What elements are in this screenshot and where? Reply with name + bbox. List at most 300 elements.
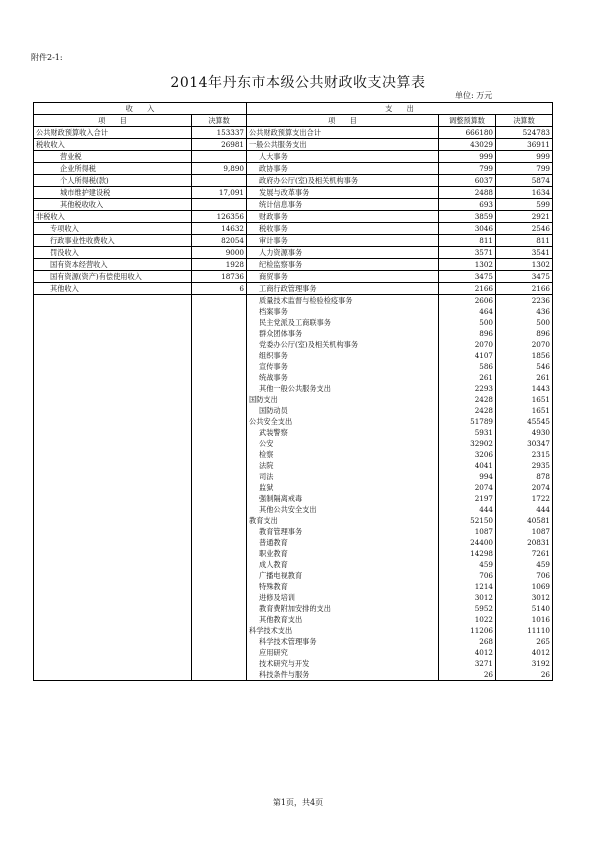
expenditure-item-cell: 审计事务 — [247, 235, 439, 247]
table-row — [34, 350, 553, 361]
income-item-cell — [34, 372, 192, 383]
income-item-cell — [34, 449, 192, 460]
income-item-cell — [34, 493, 192, 504]
expenditure-adjusted-cell: 4041 — [439, 460, 496, 471]
expenditure-item-cell: 其他一般公共服务支出 — [247, 383, 439, 394]
table-row — [34, 581, 553, 592]
income-item-cell: 非税收入 — [34, 211, 192, 223]
income-item-cell — [34, 658, 192, 669]
expenditure-final-cell: 11110 — [496, 625, 553, 636]
table-row — [34, 127, 553, 139]
expenditure-item-cell: 税收事务 — [247, 223, 439, 235]
income-item-cell — [34, 581, 192, 592]
expenditure-item-cell: 发展与改革事务 — [247, 187, 439, 199]
income-final-cell — [192, 175, 247, 187]
expenditure-final-cell: 1651 — [496, 394, 553, 405]
income-item-cell: 税收收入 — [34, 139, 192, 151]
income-final-cell: 9,890 — [192, 163, 247, 175]
expenditure-adjusted-cell: 43029 — [439, 139, 496, 151]
expenditure-item-cell: 财政事务 — [247, 211, 439, 223]
table-row — [34, 559, 553, 570]
expenditure-adjusted-cell: 5952 — [439, 603, 496, 614]
expenditure-item-cell: 技术研究与开发 — [247, 658, 439, 669]
income-item-cell: 企业所得税 — [34, 163, 192, 175]
table-row — [34, 328, 553, 339]
income-item-cell — [34, 614, 192, 625]
income-final-cell — [192, 405, 247, 416]
income-final-cell — [192, 416, 247, 427]
expenditure-adjusted-cell: 268 — [439, 636, 496, 647]
expenditure-adjusted-cell: 2074 — [439, 482, 496, 493]
expenditure-item-cell: 宣传事务 — [247, 361, 439, 372]
table-row — [34, 361, 553, 372]
income-final-cell — [192, 449, 247, 460]
income-final-cell — [192, 581, 247, 592]
income-item-cell — [34, 548, 192, 559]
expenditure-final-cell: 3541 — [496, 247, 553, 259]
expenditure-final-cell: 2315 — [496, 449, 553, 460]
expenditure-item-cell: 公共安全支出 — [247, 416, 439, 427]
table-row — [34, 139, 553, 151]
expenditure-item-cell: 教育费附加安排的支出 — [247, 603, 439, 614]
table-row — [34, 603, 553, 614]
income-final-cell — [192, 559, 247, 570]
expenditure-final-cell: 36911 — [496, 139, 553, 151]
expenditure-adjusted-cell: 2070 — [439, 339, 496, 350]
expenditure-adjusted-cell: 1302 — [439, 259, 496, 271]
table-row — [34, 405, 553, 416]
income-item-cell — [34, 328, 192, 339]
table-row — [34, 460, 553, 471]
expenditure-item-cell: 统计信息事务 — [247, 199, 439, 211]
expenditure-item-cell: 科技条件与服务 — [247, 669, 439, 681]
income-item-cell: 国有资源(资产)有偿使用收入 — [34, 271, 192, 283]
fiscal-table — [33, 102, 553, 681]
income-final-column-header: 决算数 — [192, 115, 247, 127]
expenditure-adjusted-cell: 2488 — [439, 187, 496, 199]
income-final-cell — [192, 515, 247, 526]
expenditure-item-cell: 国防支出 — [247, 394, 439, 405]
expenditure-item-cell: 成人教育 — [247, 559, 439, 570]
page-footer: 第1页，共4页 — [272, 798, 324, 807]
expenditure-adjusted-cell: 706 — [439, 570, 496, 581]
expenditure-adjusted-cell: 994 — [439, 471, 496, 482]
expenditure-item-cell: 人力资源事务 — [247, 247, 439, 259]
income-item-cell: 公共财政预算收入合计 — [34, 127, 192, 139]
expenditure-item-cell: 公共财政预算支出合计 — [247, 127, 439, 139]
income-item-cell — [34, 647, 192, 658]
expenditure-item-cell: 进修及培训 — [247, 592, 439, 603]
table-row — [34, 339, 553, 350]
expenditure-final-cell: 500 — [496, 317, 553, 328]
table-row — [34, 614, 553, 625]
income-final-cell: 6 — [192, 283, 247, 295]
table-row — [34, 383, 553, 394]
expenditure-adjusted-cell: 2428 — [439, 405, 496, 416]
income-item-cell — [34, 504, 192, 515]
income-final-cell — [192, 295, 247, 307]
income-final-cell: 1928 — [192, 259, 247, 271]
expenditure-item-cell: 教育支出 — [247, 515, 439, 526]
table-row — [34, 283, 553, 295]
expenditure-item-cell: 武装警察 — [247, 427, 439, 438]
table-row — [34, 223, 553, 235]
table-row — [34, 175, 553, 187]
income-final-cell — [192, 493, 247, 504]
expenditure-adjusted-cell: 896 — [439, 328, 496, 339]
table-row — [34, 482, 553, 493]
income-final-cell — [192, 471, 247, 482]
expenditure-adjusted-cell: 586 — [439, 361, 496, 372]
expenditure-adjusted-cell: 2197 — [439, 493, 496, 504]
expenditure-adjusted-cell: 3859 — [439, 211, 496, 223]
income-item-cell — [34, 570, 192, 581]
expenditure-adjusted-cell: 1087 — [439, 526, 496, 537]
income-item-column-header: 项 目 — [34, 115, 192, 127]
expenditure-item-cell: 其他教育支出 — [247, 614, 439, 625]
income-item-cell — [34, 603, 192, 614]
expenditure-adjusted-cell: 261 — [439, 372, 496, 383]
expenditure-final-cell: 45545 — [496, 416, 553, 427]
income-final-cell — [192, 339, 247, 350]
expenditure-adjusted-cell: 11206 — [439, 625, 496, 636]
income-final-cell: 26981 — [192, 139, 247, 151]
expenditure-item-cell: 党委办公厅(室)及相关机构事务 — [247, 339, 439, 350]
income-item-cell: 专项收入 — [34, 223, 192, 235]
expenditure-item-cell: 检察 — [247, 449, 439, 460]
expenditure-adjusted-cell: 464 — [439, 306, 496, 317]
expenditure-final-cell: 30347 — [496, 438, 553, 449]
expenditure-final-cell: 811 — [496, 235, 553, 247]
expenditure-final-cell: 40581 — [496, 515, 553, 526]
income-final-cell — [192, 658, 247, 669]
table-row — [34, 394, 553, 405]
table-row — [34, 211, 553, 223]
expenditure-adjusted-cell: 811 — [439, 235, 496, 247]
income-item-cell — [34, 295, 192, 307]
table-row — [34, 372, 553, 383]
table-row — [34, 438, 553, 449]
expenditure-item-cell: 强制隔离戒毒 — [247, 493, 439, 504]
expenditure-final-cell: 5140 — [496, 603, 553, 614]
income-final-cell — [192, 460, 247, 471]
income-section-header: 收 入 — [34, 103, 247, 115]
expenditure-final-cell: 524783 — [496, 127, 553, 139]
expenditure-final-cell: 2236 — [496, 295, 553, 307]
income-item-cell — [34, 460, 192, 471]
expenditure-final-cell: 546 — [496, 361, 553, 372]
page-title: 2014年丹东市本级公共财政收支决算表 — [170, 75, 426, 91]
income-item-cell — [34, 625, 192, 636]
expenditure-final-cell: 3192 — [496, 658, 553, 669]
expenditure-item-cell: 其他公共安全支出 — [247, 504, 439, 515]
expenditure-adjusted-cell: 459 — [439, 559, 496, 570]
income-item-cell: 城市维护建设税 — [34, 187, 192, 199]
income-item-cell — [34, 405, 192, 416]
income-item-cell — [34, 427, 192, 438]
expenditure-item-cell: 纪检监察事务 — [247, 259, 439, 271]
expenditure-adjusted-cell: 3571 — [439, 247, 496, 259]
expenditure-item-cell: 应用研究 — [247, 647, 439, 658]
expenditure-item-cell: 职业教育 — [247, 548, 439, 559]
expenditure-adjusted-cell: 24400 — [439, 537, 496, 548]
income-final-cell — [192, 570, 247, 581]
expenditure-adjusted-cell: 2293 — [439, 383, 496, 394]
expenditure-adjusted-cell: 500 — [439, 317, 496, 328]
income-final-cell — [192, 647, 247, 658]
expenditure-item-cell: 教育管理事务 — [247, 526, 439, 537]
expenditure-section-header: 支 出 — [247, 103, 553, 115]
income-item-cell — [34, 482, 192, 493]
expenditure-final-cell: 2935 — [496, 460, 553, 471]
income-final-cell — [192, 427, 247, 438]
expenditure-item-cell: 组织事务 — [247, 350, 439, 361]
expenditure-final-cell: 4930 — [496, 427, 553, 438]
income-item-cell — [34, 361, 192, 372]
expenditure-adjusted-column-header: 调整预算数 — [439, 115, 496, 127]
table-header-row-sections — [34, 103, 553, 115]
table-row — [34, 647, 553, 658]
expenditure-item-cell: 质量技术监督与检验检疫事务 — [247, 295, 439, 307]
expenditure-final-cell: 265 — [496, 636, 553, 647]
expenditure-final-cell: 436 — [496, 306, 553, 317]
expenditure-item-cell: 政协事务 — [247, 163, 439, 175]
expenditure-final-cell: 444 — [496, 504, 553, 515]
income-final-cell — [192, 537, 247, 548]
income-final-cell: 82054 — [192, 235, 247, 247]
income-final-cell — [192, 317, 247, 328]
income-item-cell: 国有资本经营收入 — [34, 259, 192, 271]
income-final-cell — [192, 482, 247, 493]
income-final-cell — [192, 636, 247, 647]
expenditure-final-cell: 799 — [496, 163, 553, 175]
income-final-cell: 126356 — [192, 211, 247, 223]
expenditure-final-cell: 1016 — [496, 614, 553, 625]
income-final-cell — [192, 526, 247, 537]
expenditure-adjusted-cell: 1022 — [439, 614, 496, 625]
income-item-cell — [34, 350, 192, 361]
income-final-cell — [192, 306, 247, 317]
expenditure-adjusted-cell: 4012 — [439, 647, 496, 658]
expenditure-final-cell: 1634 — [496, 187, 553, 199]
table-row — [34, 471, 553, 482]
expenditure-final-cell: 20831 — [496, 537, 553, 548]
expenditure-final-cell: 459 — [496, 559, 553, 570]
table-row — [34, 636, 553, 647]
income-item-cell: 其他税收收入 — [34, 199, 192, 211]
table-row — [34, 515, 553, 526]
income-final-cell — [192, 361, 247, 372]
expenditure-final-cell: 7261 — [496, 548, 553, 559]
expenditure-adjusted-cell: 4107 — [439, 350, 496, 361]
expenditure-item-cell: 科学技术管理事务 — [247, 636, 439, 647]
expenditure-item-cell: 一般公共服务支出 — [247, 139, 439, 151]
expenditure-adjusted-cell: 1214 — [439, 581, 496, 592]
expenditure-adjusted-cell: 26 — [439, 669, 496, 681]
income-item-cell — [34, 306, 192, 317]
expenditure-final-cell: 1443 — [496, 383, 553, 394]
table-row — [34, 163, 553, 175]
expenditure-adjusted-cell: 2606 — [439, 295, 496, 307]
expenditure-final-cell: 3012 — [496, 592, 553, 603]
income-final-cell — [192, 372, 247, 383]
income-item-cell — [34, 669, 192, 681]
expenditure-final-cell: 2074 — [496, 482, 553, 493]
income-final-cell: 9000 — [192, 247, 247, 259]
expenditure-final-cell: 4012 — [496, 647, 553, 658]
expenditure-adjusted-cell: 666180 — [439, 127, 496, 139]
expenditure-adjusted-cell: 2166 — [439, 283, 496, 295]
table-row — [34, 449, 553, 460]
expenditure-item-cell: 商贸事务 — [247, 271, 439, 283]
expenditure-adjusted-cell: 693 — [439, 199, 496, 211]
expenditure-final-cell: 896 — [496, 328, 553, 339]
income-item-cell — [34, 383, 192, 394]
expenditure-adjusted-cell: 3271 — [439, 658, 496, 669]
expenditure-adjusted-cell: 32902 — [439, 438, 496, 449]
income-final-cell — [192, 328, 247, 339]
table-row — [34, 669, 553, 681]
expenditure-adjusted-cell: 3046 — [439, 223, 496, 235]
attachment-label: 附件2-1: — [31, 53, 63, 62]
income-final-cell — [192, 383, 247, 394]
expenditure-final-column-header: 决算数 — [496, 115, 553, 127]
expenditure-adjusted-cell: 999 — [439, 151, 496, 163]
income-final-cell — [192, 548, 247, 559]
table-row — [34, 317, 553, 328]
income-item-cell — [34, 636, 192, 647]
expenditure-item-cell: 工商行政管理事务 — [247, 283, 439, 295]
table-body — [34, 127, 553, 681]
income-item-cell — [34, 394, 192, 405]
income-final-cell — [192, 394, 247, 405]
income-item-cell — [34, 559, 192, 570]
expenditure-adjusted-cell: 799 — [439, 163, 496, 175]
table-row — [34, 271, 553, 283]
table-row — [34, 658, 553, 669]
income-final-cell — [192, 504, 247, 515]
income-final-cell — [192, 350, 247, 361]
expenditure-final-cell: 261 — [496, 372, 553, 383]
income-item-cell — [34, 416, 192, 427]
expenditure-final-cell: 1651 — [496, 405, 553, 416]
expenditure-adjusted-cell: 5931 — [439, 427, 496, 438]
expenditure-adjusted-cell: 3012 — [439, 592, 496, 603]
expenditure-item-cell: 群众团体事务 — [247, 328, 439, 339]
expenditure-final-cell: 878 — [496, 471, 553, 482]
income-final-cell — [192, 614, 247, 625]
income-final-cell — [192, 669, 247, 681]
income-item-cell — [34, 339, 192, 350]
table-row — [34, 504, 553, 515]
table-row — [34, 259, 553, 271]
expenditure-item-cell: 监狱 — [247, 482, 439, 493]
income-final-cell — [192, 592, 247, 603]
expenditure-final-cell: 1069 — [496, 581, 553, 592]
income-item-cell — [34, 526, 192, 537]
expenditure-final-cell: 1722 — [496, 493, 553, 504]
expenditure-item-cell: 广播电视教育 — [247, 570, 439, 581]
expenditure-final-cell: 999 — [496, 151, 553, 163]
income-item-cell: 罚没收入 — [34, 247, 192, 259]
expenditure-final-cell: 2546 — [496, 223, 553, 235]
expenditure-item-cell: 政府办公厅(室)及相关机构事务 — [247, 175, 439, 187]
expenditure-final-cell: 2166 — [496, 283, 553, 295]
expenditure-item-cell: 科学技术支出 — [247, 625, 439, 636]
expenditure-item-cell: 国防动员 — [247, 405, 439, 416]
expenditure-final-cell: 1302 — [496, 259, 553, 271]
expenditure-item-cell: 人大事务 — [247, 151, 439, 163]
income-final-cell: 14632 — [192, 223, 247, 235]
expenditure-adjusted-cell: 14298 — [439, 548, 496, 559]
expenditure-final-cell: 1856 — [496, 350, 553, 361]
expenditure-item-cell: 特殊教育 — [247, 581, 439, 592]
table-header-row-columns — [34, 115, 553, 127]
income-final-cell: 153337 — [192, 127, 247, 139]
expenditure-item-cell: 司法 — [247, 471, 439, 482]
expenditure-item-cell: 档案事务 — [247, 306, 439, 317]
income-item-cell — [34, 471, 192, 482]
expenditure-final-cell: 5874 — [496, 175, 553, 187]
income-final-cell: 18736 — [192, 271, 247, 283]
table-row — [34, 427, 553, 438]
income-final-cell — [192, 603, 247, 614]
income-item-cell — [34, 537, 192, 548]
income-item-cell — [34, 592, 192, 603]
income-item-cell: 行政事业性收费收入 — [34, 235, 192, 247]
income-final-cell — [192, 151, 247, 163]
expenditure-adjusted-cell: 444 — [439, 504, 496, 515]
expenditure-item-column-header: 项 目 — [247, 115, 439, 127]
income-final-cell — [192, 625, 247, 636]
expenditure-item-cell: 统战事务 — [247, 372, 439, 383]
expenditure-item-cell: 普通教育 — [247, 537, 439, 548]
table-row — [34, 295, 553, 307]
expenditure-final-cell: 599 — [496, 199, 553, 211]
unit-label: 单位: 万元 — [455, 91, 493, 100]
expenditure-final-cell: 1087 — [496, 526, 553, 537]
table-row — [34, 151, 553, 163]
expenditure-final-cell: 706 — [496, 570, 553, 581]
table-row — [34, 493, 553, 504]
expenditure-item-cell: 公安 — [247, 438, 439, 449]
table-row — [34, 199, 553, 211]
expenditure-item-cell: 民主党派及工商联事务 — [247, 317, 439, 328]
income-item-cell — [34, 438, 192, 449]
table-row — [34, 548, 553, 559]
income-final-cell — [192, 438, 247, 449]
income-final-cell — [192, 199, 247, 211]
expenditure-final-cell: 3475 — [496, 271, 553, 283]
income-item-cell — [34, 317, 192, 328]
table-row — [34, 306, 553, 317]
expenditure-adjusted-cell: 52150 — [439, 515, 496, 526]
table-row — [34, 592, 553, 603]
income-final-cell: 17,091 — [192, 187, 247, 199]
income-item-cell: 个人所得税(款) — [34, 175, 192, 187]
income-item-cell: 营业税 — [34, 151, 192, 163]
table-row — [34, 187, 553, 199]
expenditure-final-cell: 26 — [496, 669, 553, 681]
expenditure-adjusted-cell: 6037 — [439, 175, 496, 187]
table-row — [34, 625, 553, 636]
table-row — [34, 537, 553, 548]
table-row — [34, 247, 553, 259]
expenditure-adjusted-cell: 3206 — [439, 449, 496, 460]
table-row — [34, 526, 553, 537]
income-item-cell — [34, 515, 192, 526]
expenditure-item-cell: 法院 — [247, 460, 439, 471]
